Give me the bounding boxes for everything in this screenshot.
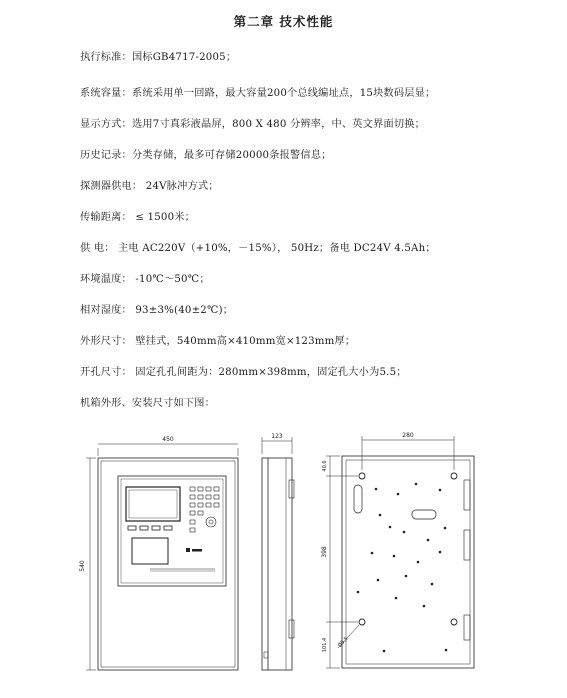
spec-line-distance: 传输距离： ≤ 1500米； — [80, 212, 196, 223]
top-offset-dim-label: 40.6 — [322, 460, 328, 472]
drawing-caption: 机箱外形、安装尺寸如下图： — [80, 398, 216, 409]
side-cabinet-outline — [262, 458, 292, 670]
brand-logo — [186, 548, 202, 552]
spec-line-holes: 开孔尺寸： 固定孔孔间距为：280mm×398mm，固定孔大小为5.5； — [80, 367, 407, 378]
front-control-panel — [118, 476, 226, 586]
mounting-hole-top-left — [359, 473, 365, 479]
bottom-offset-dim-label: 101.4 — [322, 637, 328, 653]
spec-line-display: 显示方式：选用7寸真彩液晶屏，800 X 480 分辨率，中、英文界面切换； — [80, 119, 425, 130]
mounting-hole-bottom-right — [451, 619, 457, 625]
spec-line-detector-power: 探测器供电： 24V脉冲方式； — [80, 181, 219, 192]
mounting-hole-top-right — [451, 473, 457, 479]
side-depth-dim-label: 123 — [271, 433, 283, 440]
spec-line-history: 历史记录：分类存储，最多可存储20000条报警信息； — [80, 150, 332, 161]
front-height-dim-label: 540 — [79, 560, 86, 572]
spec-line-dimensions: 外形尺寸： 壁挂式，540mm高×410mm宽×123mm厚； — [80, 336, 356, 347]
spec-line-standard: 执行标准：国标GB4717-2005； — [80, 52, 237, 63]
chapter-title: 第二章 技术性能 — [233, 14, 334, 29]
printer-window — [132, 538, 168, 564]
spec-line-capacity: 系统容量：系统采用单一回路，最大容量200个总线编址点，15块数码层显； — [80, 88, 436, 99]
front-view — [86, 444, 238, 670]
lcd-screen — [126, 487, 180, 521]
cabinet-dimension-drawing — [0, 420, 567, 690]
hole-width-dim-label: 280 — [402, 432, 414, 439]
spec-line-humidity: 相对湿度： 93±3%(40±2℃)； — [80, 305, 234, 316]
side-view — [262, 437, 294, 670]
rear-view — [326, 436, 474, 668]
hole-height-dim-label: 398 — [321, 546, 328, 558]
mounting-hole-bottom-left — [359, 619, 365, 625]
hole-dia-label: Ø5.5 — [337, 635, 350, 649]
spec-line-power: 供 电： 主电 AC220V（+10%，－15%）， 50Hz；备电 DC24V 4.5Ah； — [80, 243, 436, 254]
knockout-marks — [357, 483, 448, 653]
keypad — [190, 487, 219, 532]
front-width-dim-label: 450 — [162, 436, 174, 443]
spec-line-temperature: 环境温度： -10℃～50℃； — [80, 274, 210, 285]
